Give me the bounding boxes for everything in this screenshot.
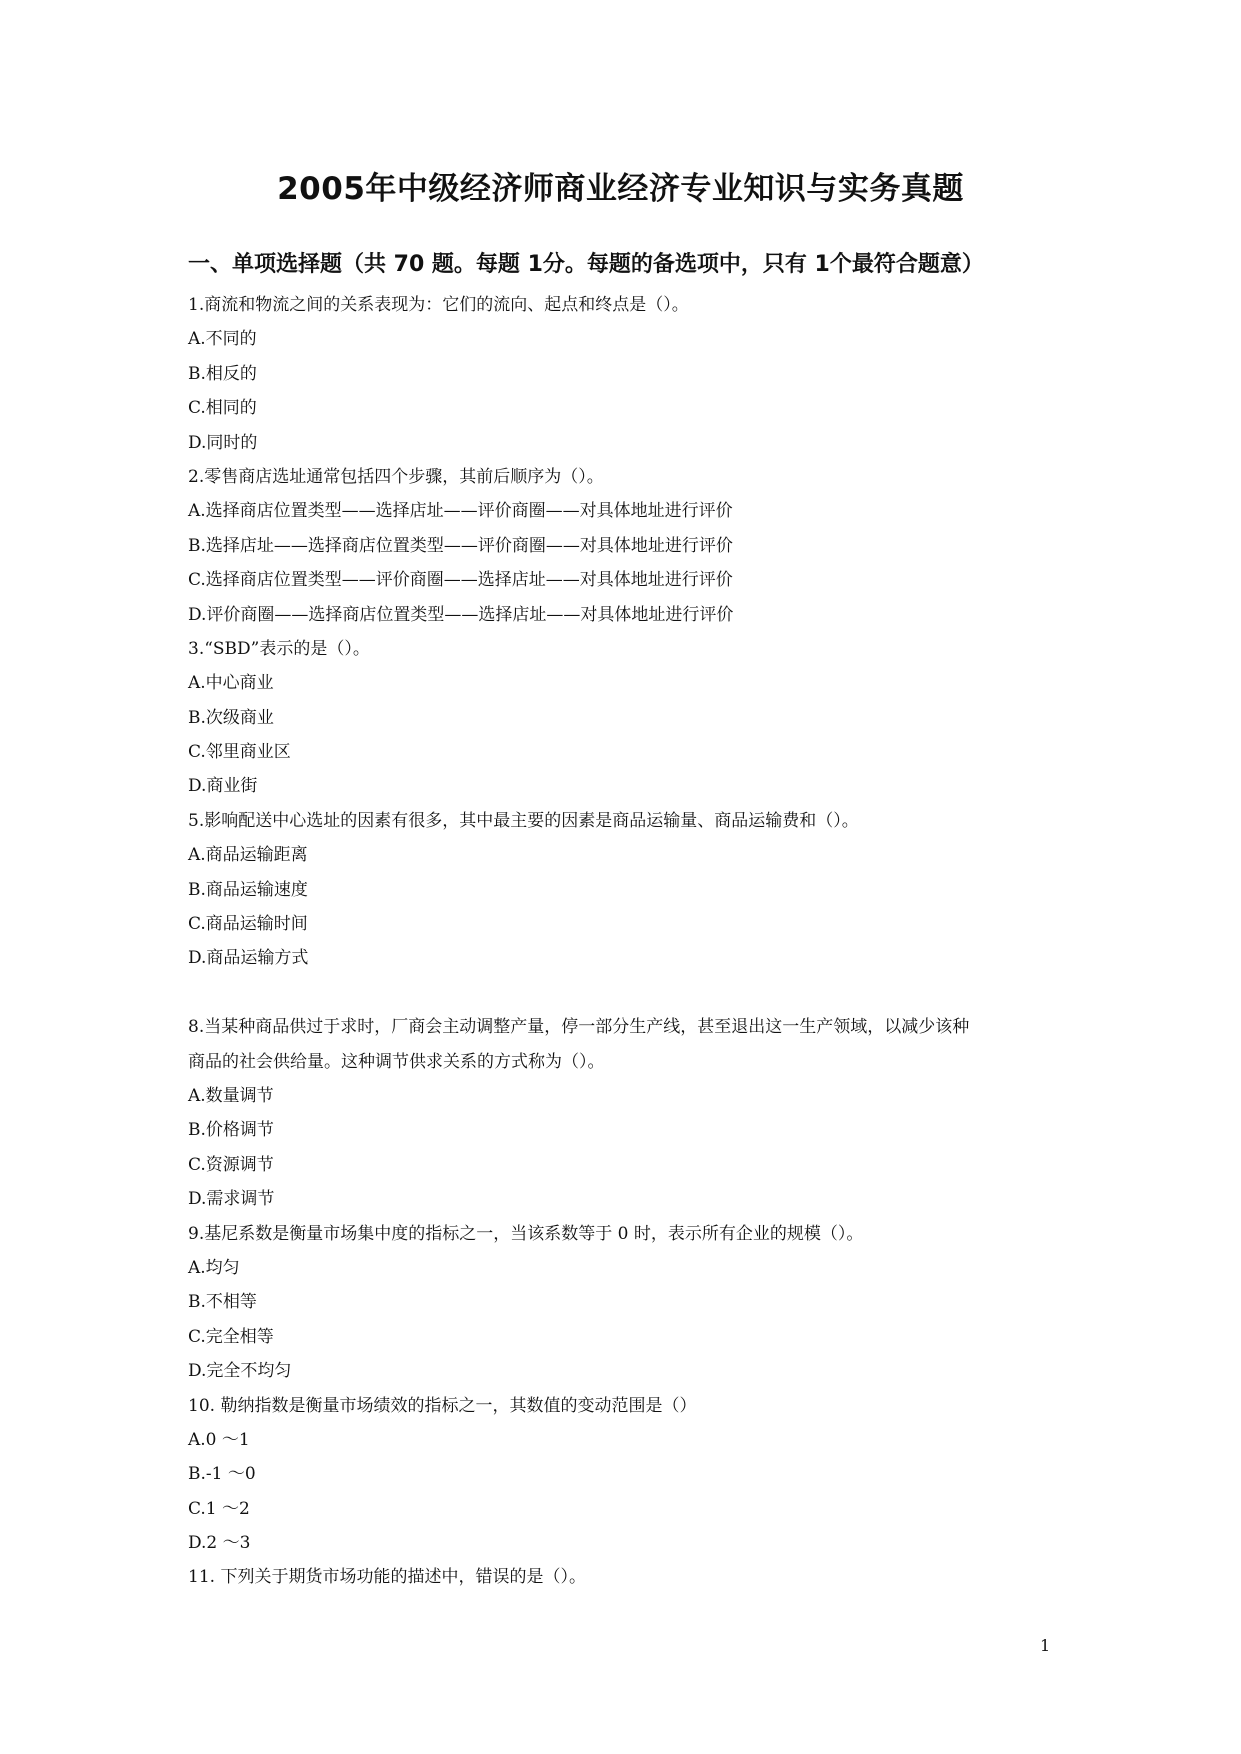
answer-option: D.商品运输方式 <box>188 948 309 969</box>
answer-option: A.数量调节 <box>188 1085 274 1106</box>
question-text: 2.零售商店选址通常包括四个步骤，其前后顺序为（）。 <box>188 466 604 487</box>
section-heading: 一、单项选择题（共 70 题。每题 1分。每题的备选项中，只有 1个最符合题意） <box>188 252 984 277</box>
answer-option: B.-1 ～0 <box>188 1464 256 1485</box>
answer-option: B.选择店址——选择商店位置类型——评价商圈——对具体地址进行评价 <box>188 535 733 556</box>
answer-option: D.商业街 <box>188 776 258 797</box>
answer-option: A.均匀 <box>188 1257 240 1278</box>
answer-option: D.同时的 <box>188 432 258 453</box>
question-list <box>188 288 1068 1595</box>
answer-option: C.选择商店位置类型——评价商圈——选择店址——对具体地址进行评价 <box>188 570 733 591</box>
question-text: 1.商流和物流之间的关系表现为：它们的流向、起点和终点是（）。 <box>188 295 689 315</box>
answer-option: B.商品运输速度 <box>188 879 308 900</box>
question-text: 9.基尼系数是衡量市场集中度的指标之一，当该系数等于 0 时，表示所有企业的规模（）。 <box>188 1223 864 1244</box>
answer-option: A.商品运输距离 <box>188 845 308 866</box>
answer-option: B.次级商业 <box>188 707 274 728</box>
question-text: 8.当某种商品供过于求时，厂商会主动调整产量，停一部分生产线，甚至退出这一生产领域，以减少该种 <box>188 1017 970 1038</box>
question-text: 3.“SBD”表示的是（）。 <box>188 638 370 659</box>
answer-option: D.需求调节 <box>188 1189 275 1210</box>
answer-option: C.1 ～2 <box>188 1498 250 1519</box>
answer-option: C.邻里商业区 <box>188 742 291 763</box>
answer-option: B.相反的 <box>188 363 257 384</box>
answer-option: C.完全相等 <box>188 1326 274 1347</box>
answer-option: C.资源调节 <box>188 1154 274 1175</box>
answer-option: B.不相等 <box>188 1292 257 1313</box>
question-text: 5.影响配送中心选址的因素有很多，其中最主要的因素是商品运输量、商品运输费和（）。 <box>188 810 859 831</box>
blank-line <box>188 976 1068 1010</box>
answer-option: C.商品运输时间 <box>188 914 308 935</box>
answer-option: A.不同的 <box>188 329 257 350</box>
answer-option: B.价格调节 <box>188 1120 274 1141</box>
answer-option: A.选择商店位置类型——选择店址——评价商圈——对具体地址进行评价 <box>188 501 733 522</box>
question-text: 10. 勒纳指数是衡量市场绩效的指标之一，其数值的变动范围是（） <box>188 1395 697 1416</box>
answer-option: C.相同的 <box>188 398 257 419</box>
answer-option: D.评价商圈——选择商店位置类型——选择店址——对具体地址进行评价 <box>188 604 734 625</box>
page-number: 1 <box>1040 1636 1051 1655</box>
answer-option: D.2 ～3 <box>188 1533 251 1554</box>
answer-option: A.中心商业 <box>188 673 274 694</box>
question-text: 11. 下列关于期货市场功能的描述中，错误的是（）。 <box>188 1567 586 1588</box>
answer-option: D.完全不均匀 <box>188 1361 292 1382</box>
answer-option: A.0 ～1 <box>188 1429 250 1450</box>
question-text: 商品的社会供给量。这种调节供求关系的方式称为（）。 <box>188 1051 605 1072</box>
document-title: 2005年中级经济师商业经济专业知识与实务真题 <box>277 171 964 207</box>
